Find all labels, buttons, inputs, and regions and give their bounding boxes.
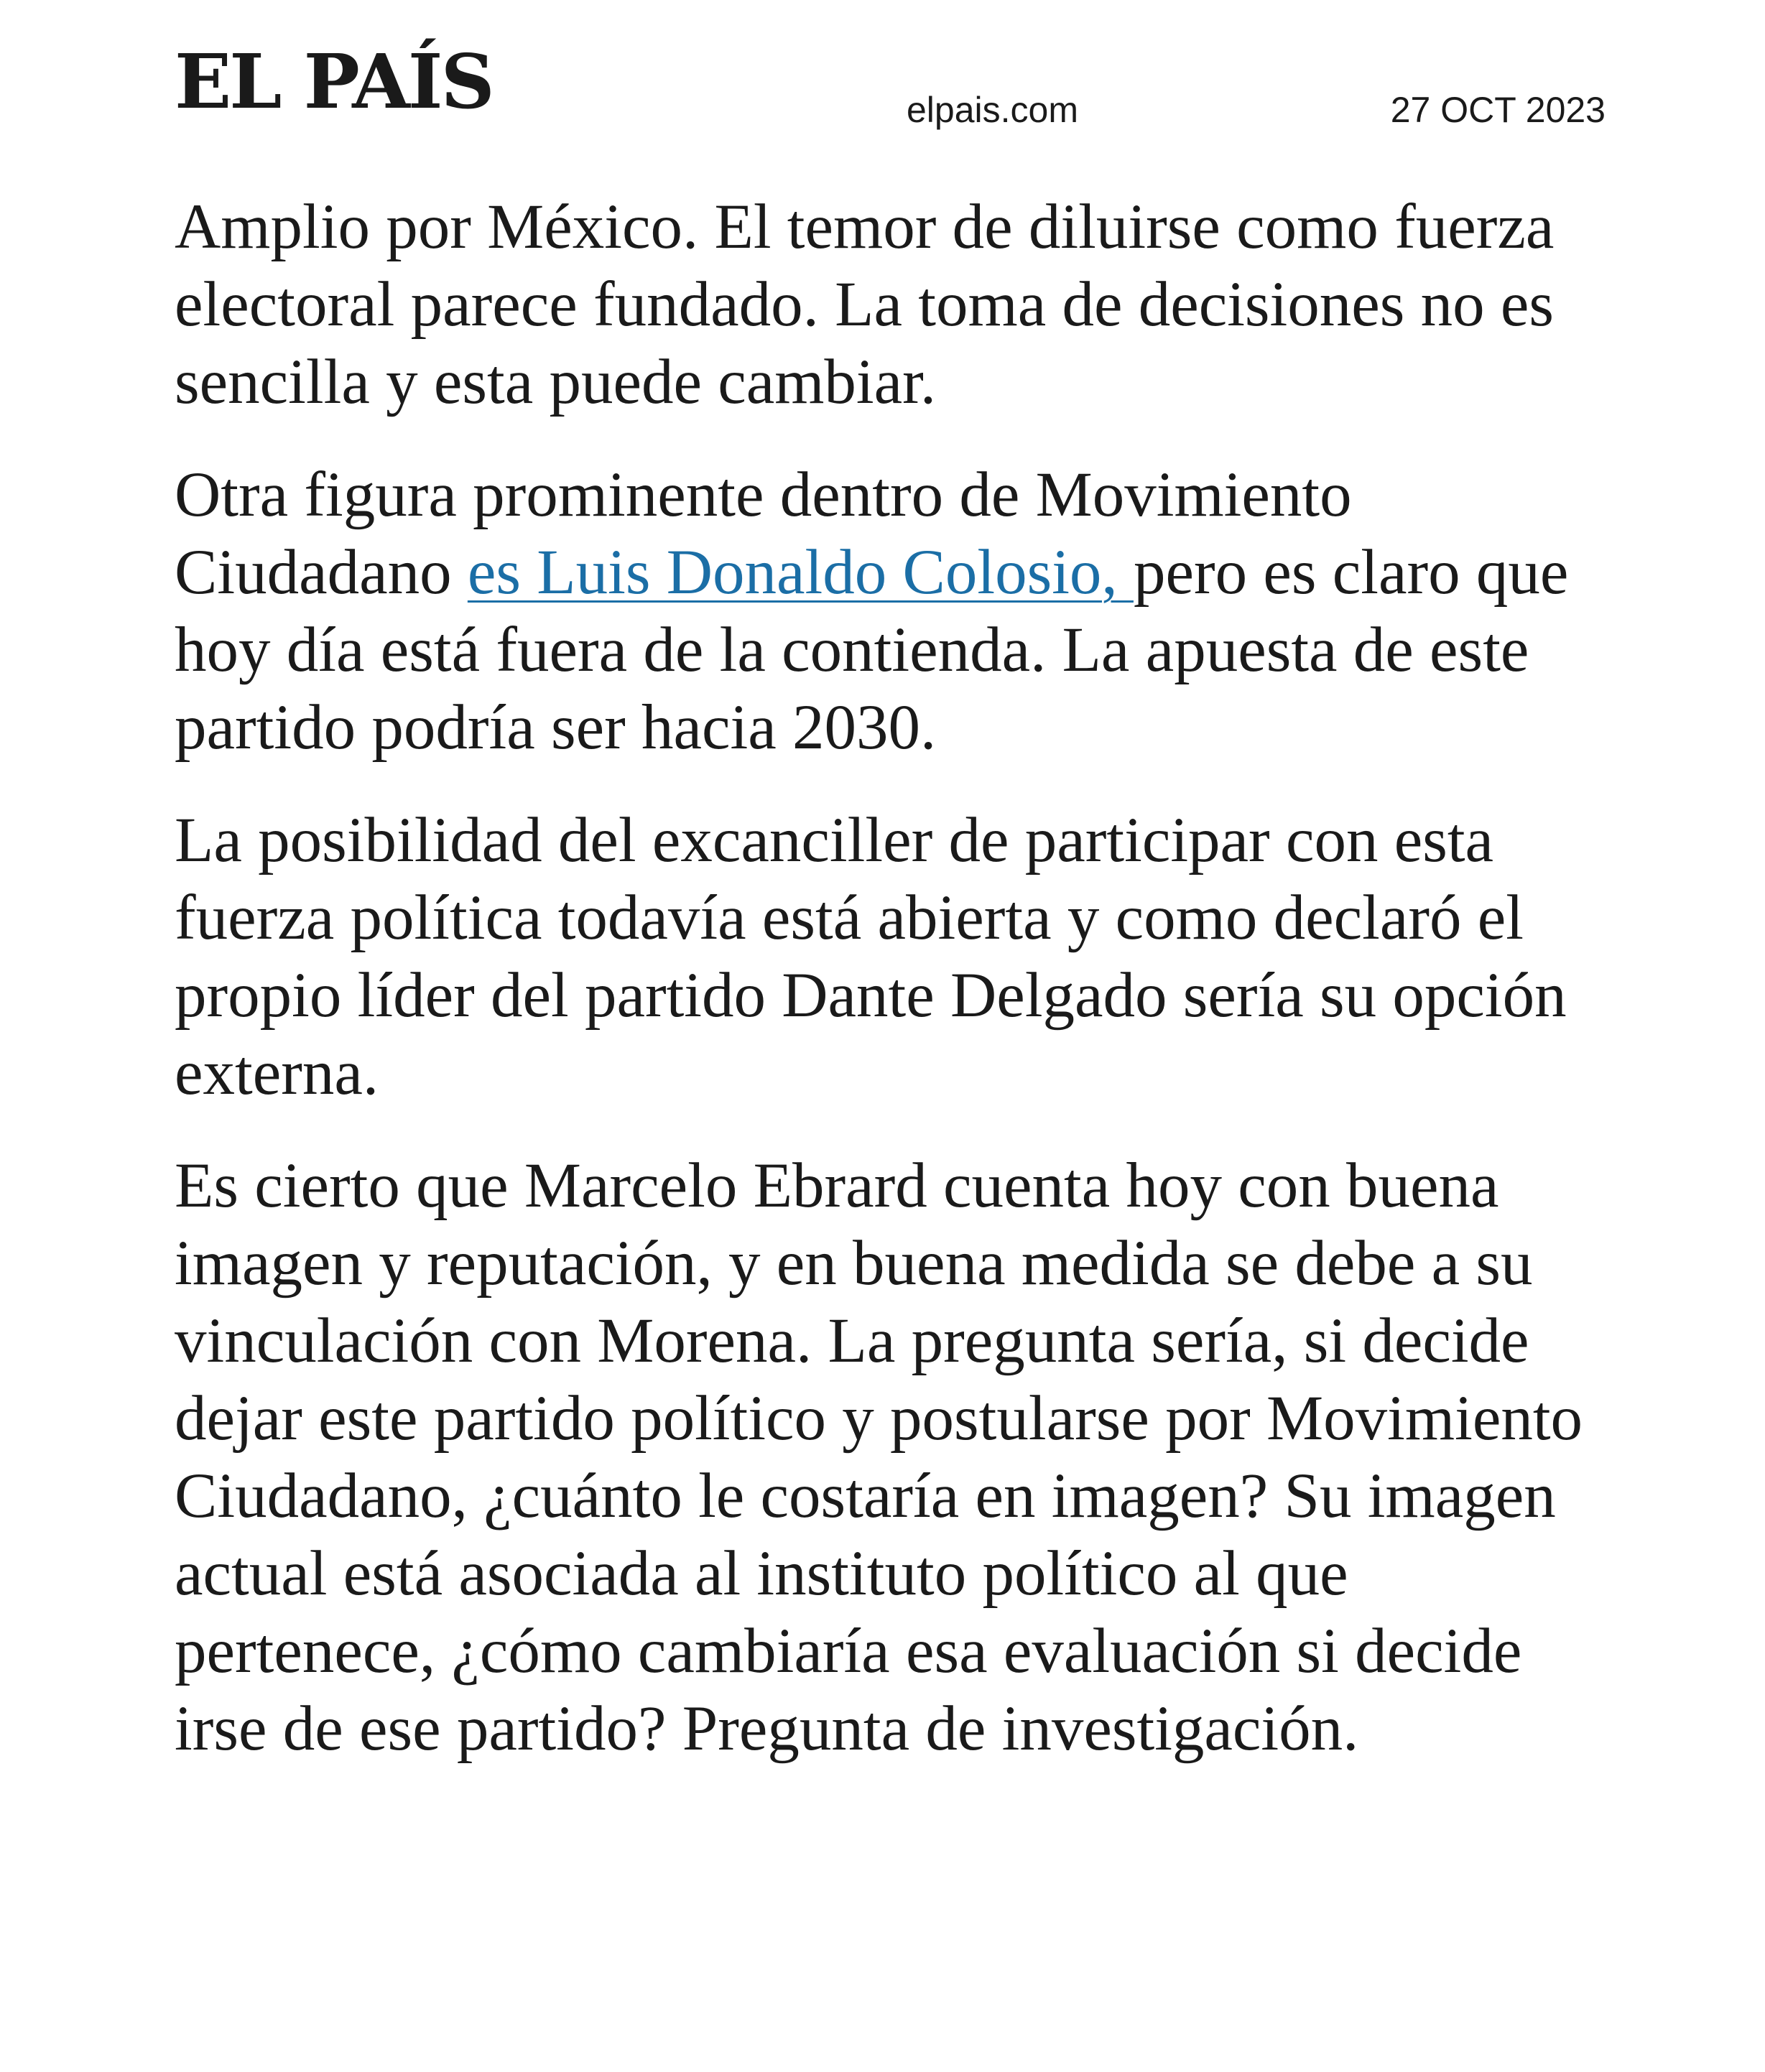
paragraph-2: [175, 456, 1600, 766]
paragraph-2-text-end: pero es claro que hoy día está fuera de la contienda. La apuesta de este partido podría ser hacia 2030.: [175, 537, 1569, 763]
colosio-link[interactable]: es Luis Donaldo Colosio,: [467, 537, 1134, 608]
publication-date: 27 OCT 2023: [1390, 90, 1606, 130]
paragraph-3: La posibilidad del excanciller de participar con esta fuerza política todavía está abierta y como declaró el propio líder del partido Dante Delgado sería su opción externa.: [175, 805, 1567, 1108]
site-domain: elpais.com: [907, 90, 1078, 130]
paragraph-1: Amplio por México. El temor de diluirse como fuerza electoral parece fundado. La toma de decisiones no es sencilla y esta puede cambiar.: [175, 192, 1555, 417]
el-pais-logo: EL PAÍS: [175, 37, 493, 126]
paragraph-2-text-start: Otra figura prominente dentro de Movimiento Ciudadano: [175, 460, 1352, 608]
article-body: [175, 188, 1600, 1803]
paragraph-4: Es cierto que Marcelo Ebrard cuenta hoy con buena imagen y reputación, y en buena medida se debe a su vinculación con Morena. La pregunta sería, si decide dejar este partido político y postularse por Movimiento Ciudadano, ¿cuánto le costaría en imagen? Su imagen actual está asociada al instituto político al que pertenece, ¿cómo cambiaría esa evaluación si decide irse de ese partido? Pregunta de investigación.: [175, 1151, 1583, 1764]
page-header: [0, 0, 1765, 158]
